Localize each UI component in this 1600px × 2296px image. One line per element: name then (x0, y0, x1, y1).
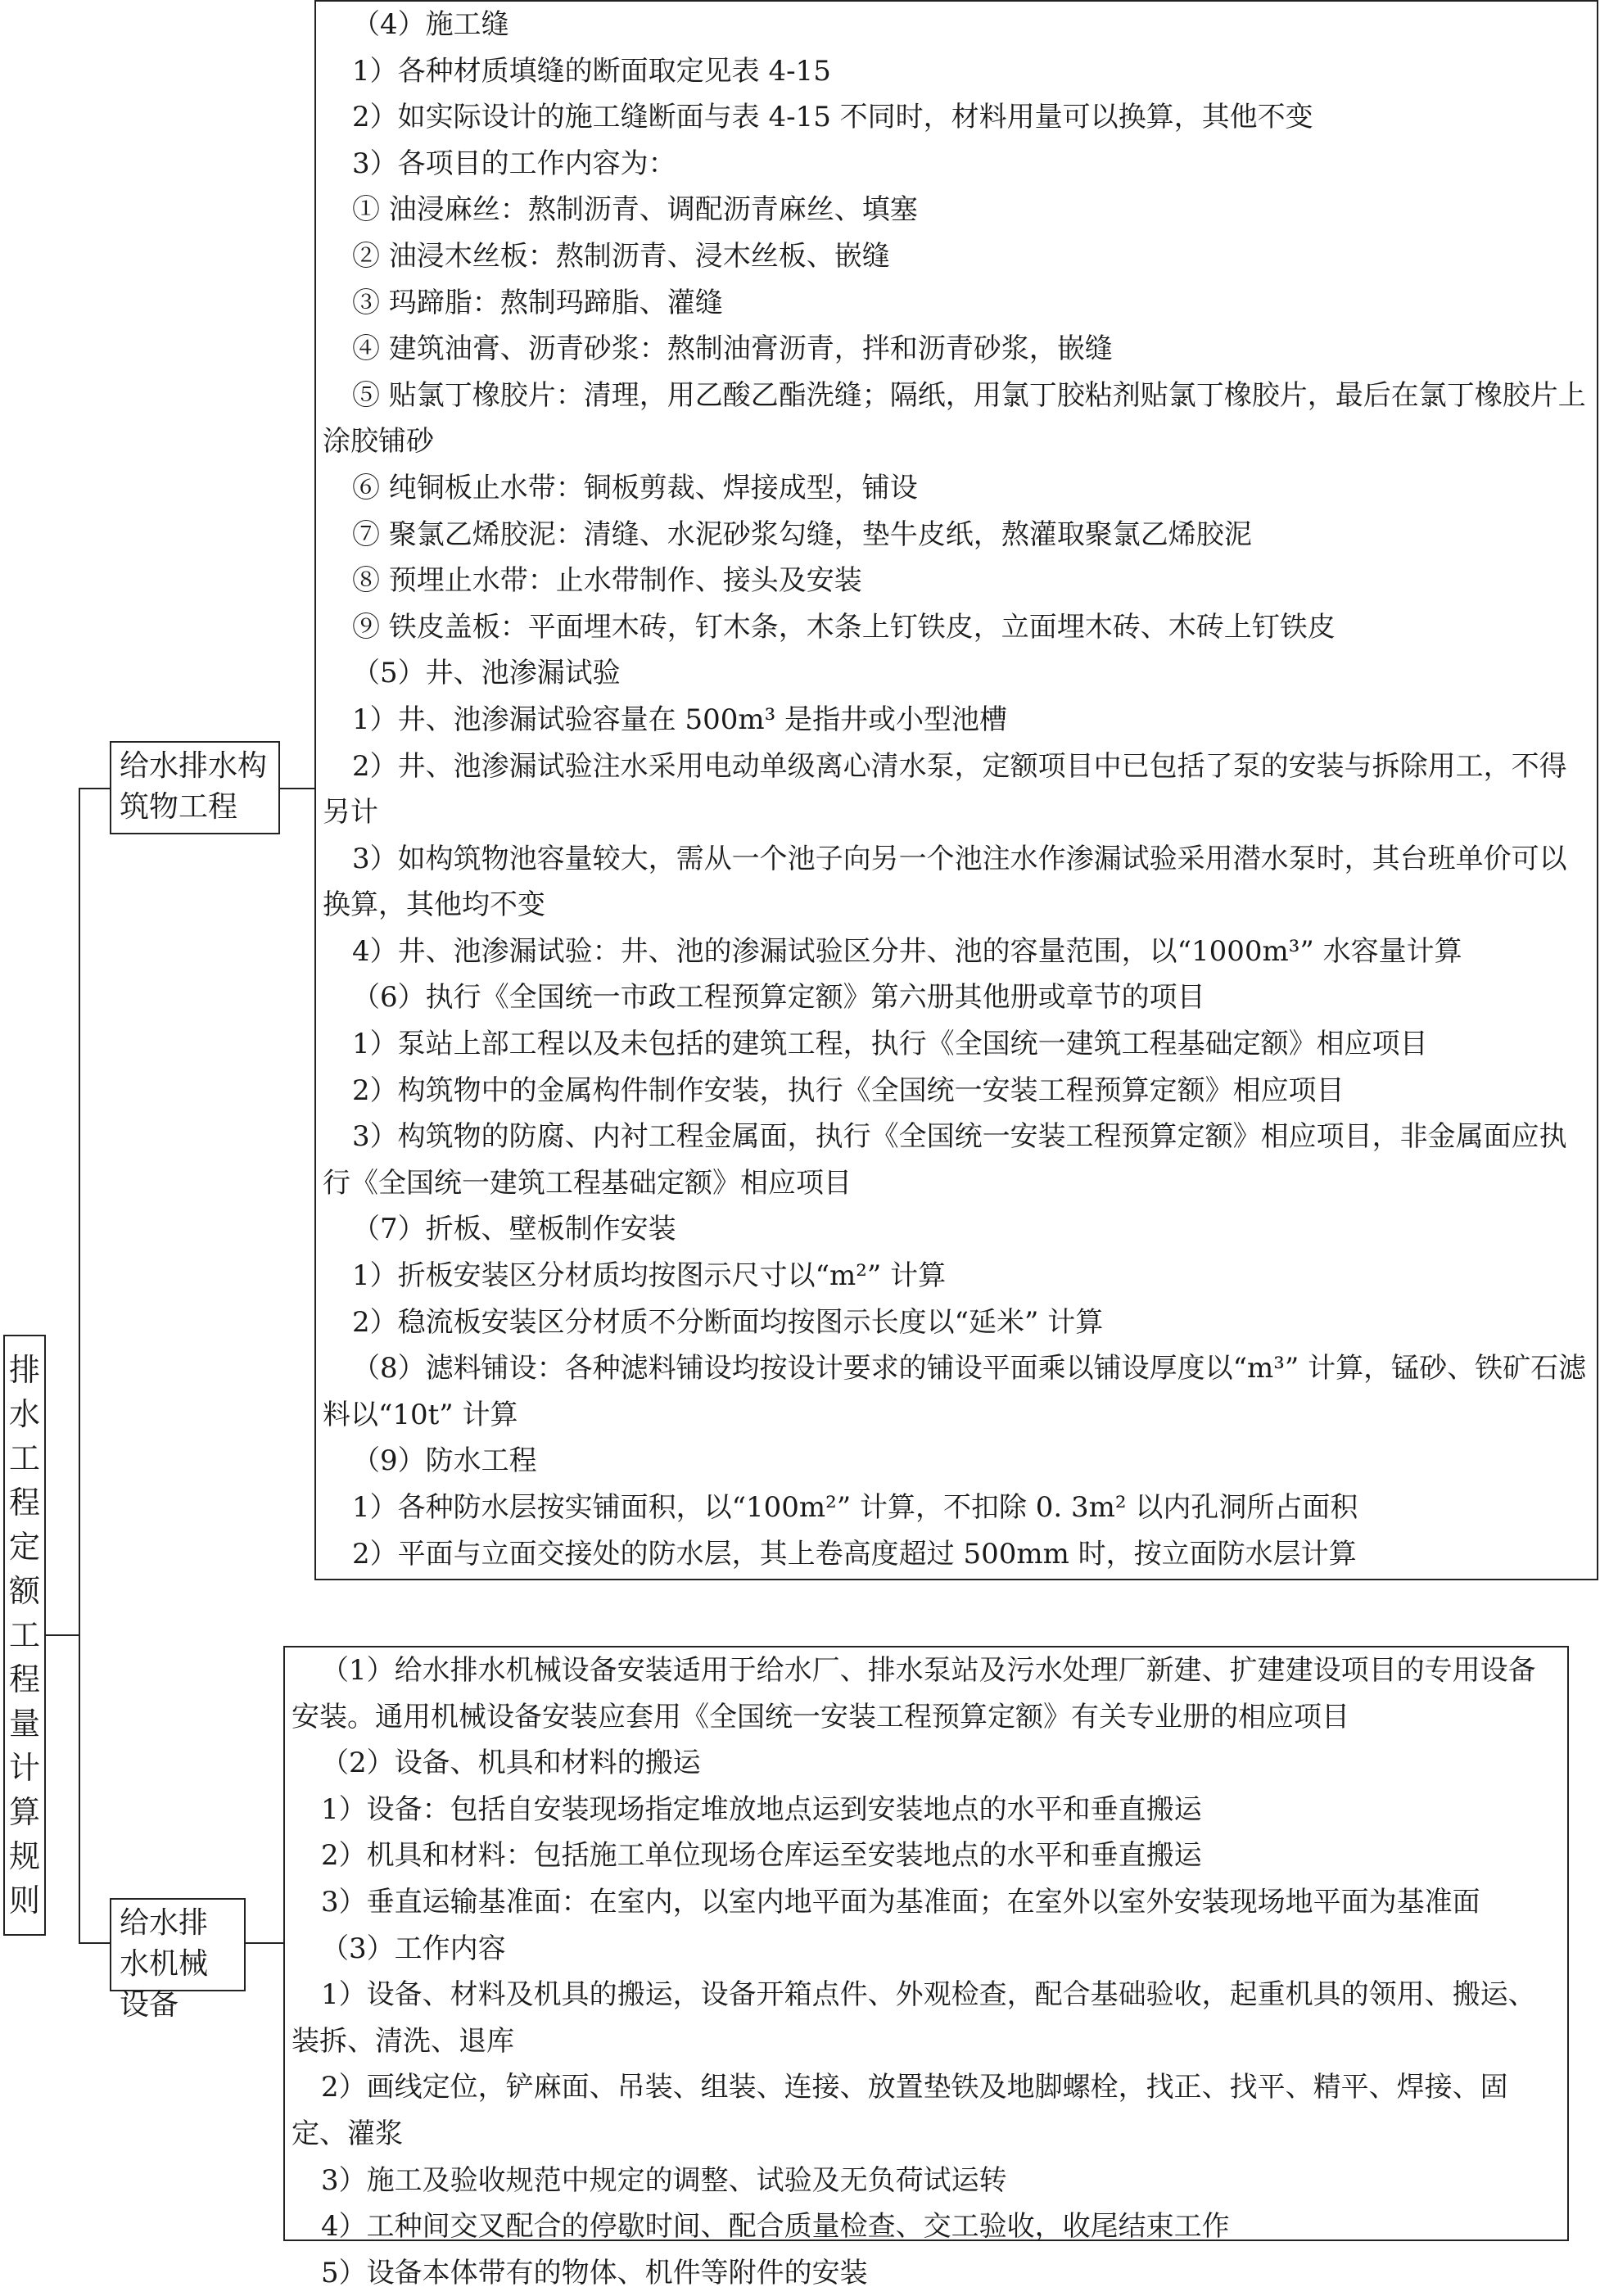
main-title-char: 量 (8, 1706, 40, 1742)
section2-paragraph: （3）工作内容 (321, 1932, 506, 1965)
section1-paragraph: 1）折板安装区分材质均按图示尺寸以“m²” 计算 (352, 1259, 947, 1293)
section2-paragraph: 5）设备本体带有的物体、机件等附件的安装 (321, 2256, 868, 2289)
section1-paragraph: ① 油浸麻丝：熬制沥青、调配沥青麻丝、填塞 (352, 193, 918, 227)
section2-paragraph: （2）设备、机具和材料的搬运 (321, 1747, 701, 1780)
main-title-char: 程 (8, 1661, 40, 1697)
section1-paragraph: 2）稳流板安装区分材质不分断面均按图示长度以“延米” 计算 (352, 1305, 1104, 1339)
section1-paragraph: 3）构筑物的防腐、内衬工程金属面，执行《全国统一安装工程预算定额》相应项目，非金属面应执行《全国统一建筑工程基础定额》相应项目 (323, 1120, 1567, 1200)
section1-paragraph: 1）各种材质填缝的断面取定见表 4-15 (352, 54, 831, 88)
section2-paragraph: 3）垂直运输基准面：在室内，以室内地平面为基准面；在室外以室外安装现场地平面为基准面 (321, 1885, 1480, 1919)
connector-section2-out (246, 1942, 283, 1944)
connector-section1-out (280, 788, 314, 789)
section1-paragraph: （4）施工缝 (352, 8, 509, 41)
section1-paragraph: 2）井、池渗漏试验注水采用电动单级离心清水泵，定额项目中已包括了泵的安装与拆除用工，不得另计 (323, 749, 1567, 829)
section1-paragraph: 1）各种防水层按实铺面积，以“100m²” 计算，不扣除 0. 3m² 以内孔洞所占面积 (352, 1491, 1358, 1524)
connector-to-section2 (79, 1942, 110, 1944)
section2-paragraph: 1）设备、材料及机具的搬运，设备开箱点件、外观检查，配合基础验收，起重机具的领用、搬运、装拆、清洗、退库 (292, 1978, 1536, 2058)
section2-title: 给水排水机械设备 (120, 1906, 209, 2022)
main-title-char: 规 (8, 1838, 40, 1874)
main-title-char: 工 (8, 1440, 40, 1476)
section2-paragraph: 4）工种间交叉配合的停歇时间、配合质量检查、交工验收，收尾结束工作 (321, 2210, 1230, 2244)
section1-paragraph: ③ 玛蹄脂：熬制玛蹄脂、灌缝 (352, 286, 723, 319)
section1-paragraph: ⑨ 铁皮盖板：平面埋木砖，钉木条，木条上钉铁皮，立面埋木砖、木砖上钉铁皮 (352, 610, 1336, 644)
section1-paragraph: ⑧ 预埋止水带：止水带制作、接头及安装 (352, 564, 862, 598)
section1-paragraph: 2）平面与立面交接处的防水层，其上卷高度超过 500mm 时，按立面防水层计算 (352, 1537, 1357, 1571)
section2-paragraph: （1）给水排水机械设备安装适用于给水厂、排水泵站及污水处理厂新建、扩建建设项目的专用设备安装。通用机械设备安装应套用《全国统一安装工程预算定额》有关专业册的相应项目 (292, 1654, 1536, 1733)
main-title-char: 算 (8, 1794, 40, 1830)
main-title-char: 程 (8, 1485, 40, 1521)
section1-paragraph: 1）井、池渗漏试验容量在 500m³ 是指井或小型池槽 (352, 703, 1008, 736)
section1-paragraph: 3）各项目的工作内容为： (352, 147, 676, 180)
main-title-char: 工 (8, 1617, 40, 1653)
section1-paragraph: 1）泵站上部工程以及未包括的建筑工程，执行《全国统一建筑工程基础定额》相应项目 (352, 1028, 1428, 1061)
main-title-char: 定 (8, 1529, 40, 1565)
section2-category-box (110, 1898, 246, 2022)
section1-paragraph: （7）折板、壁板制作安装 (352, 1213, 676, 1246)
connector-trunk (79, 788, 80, 1942)
main-title-char: 水 (8, 1396, 40, 1432)
section1-category-box (110, 741, 280, 834)
main-title-box (3, 1335, 46, 1936)
section1-paragraph: ⑥ 纯铜板止水带：铜板剪裁、焊接成型，铺设 (352, 471, 918, 504)
section2-content-box (283, 1646, 1569, 2289)
section1-paragraph: ② 油浸木丝板：熬制沥青、浸木丝板、嵌缝 (352, 239, 890, 273)
section2-paragraph: 2）机具和材料：包括施工单位现场仓库运至安装地点的水平和垂直搬运 (321, 1839, 1202, 1873)
section1-paragraph: （5）井、池渗漏试验 (352, 657, 621, 690)
section1-paragraph: （6）执行《全国统一市政工程预算定额》第六册其他册或章节的项目 (352, 981, 1205, 1015)
main-title-char: 则 (8, 1882, 40, 1919)
section2-paragraph: 2）画线定位，铲麻面、吊装、组装、连接、放置垫铁及地脚螺栓，找正、找平、精平、焊接、固定、灌浆 (292, 2071, 1508, 2150)
section1-paragraph: ④ 建筑油膏、沥青砂浆：熬制油膏沥青，拌和沥青砂浆，嵌缝 (352, 332, 1113, 366)
section1-paragraph: （8）滤料铺设：各种滤料铺设均按设计要求的铺设平面乘以铺设厚度以“m³” 计算，锰砂、铁矿石滤料以“10t” 计算 (323, 1352, 1587, 1431)
section1-paragraph: （9）防水工程 (352, 1444, 537, 1478)
section1-paragraph: 2）如实际设计的施工缝断面与表 4-15 不同时，材料用量可以换算，其他不变 (352, 101, 1313, 134)
section2-paragraph: 1）设备：包括自安装现场指定堆放地点运到安装地点的水平和垂直搬运 (321, 1792, 1202, 1826)
section1-paragraph: ⑦ 聚氯乙烯胶泥：清缝、水泥砂浆勾缝，垫牛皮纸，熬灌取聚氯乙烯胶泥 (352, 518, 1252, 551)
section2-paragraph: 3）施工及验收规范中规定的调整、试验及无负荷试运转 (321, 2163, 1007, 2197)
connector-main-stub (46, 1634, 79, 1636)
section1-paragraph: 2）构筑物中的金属构件制作安装，执行《全国统一安装工程预算定额》相应项目 (352, 1073, 1345, 1107)
section1-paragraph: 3）如构筑物池容量较大，需从一个池子向另一个池注水作渗漏试验采用潜水泵时，其台班单价可以换算，其他均不变 (323, 842, 1567, 922)
connector-to-section1 (79, 788, 110, 789)
section1-title: 给水排水构筑物工程 (120, 749, 268, 824)
section1-paragraph: 4）井、池渗漏试验：井、池的渗漏试验区分井、池的容量范围，以“1000m³” 水容量计算 (352, 934, 1462, 968)
main-title-char: 计 (8, 1750, 40, 1786)
main-title-char: 排 (8, 1352, 40, 1388)
section1-paragraph: ⑤ 贴氯丁橡胶片：清理，用乙酸乙酯洗缝；隔纸，用氯丁胶粘剂贴氯丁橡胶片，最后在氯丁橡胶片上涂胶铺砂 (323, 378, 1586, 459)
main-title-char: 额 (8, 1573, 40, 1609)
section1-content-box (314, 0, 1598, 1580)
